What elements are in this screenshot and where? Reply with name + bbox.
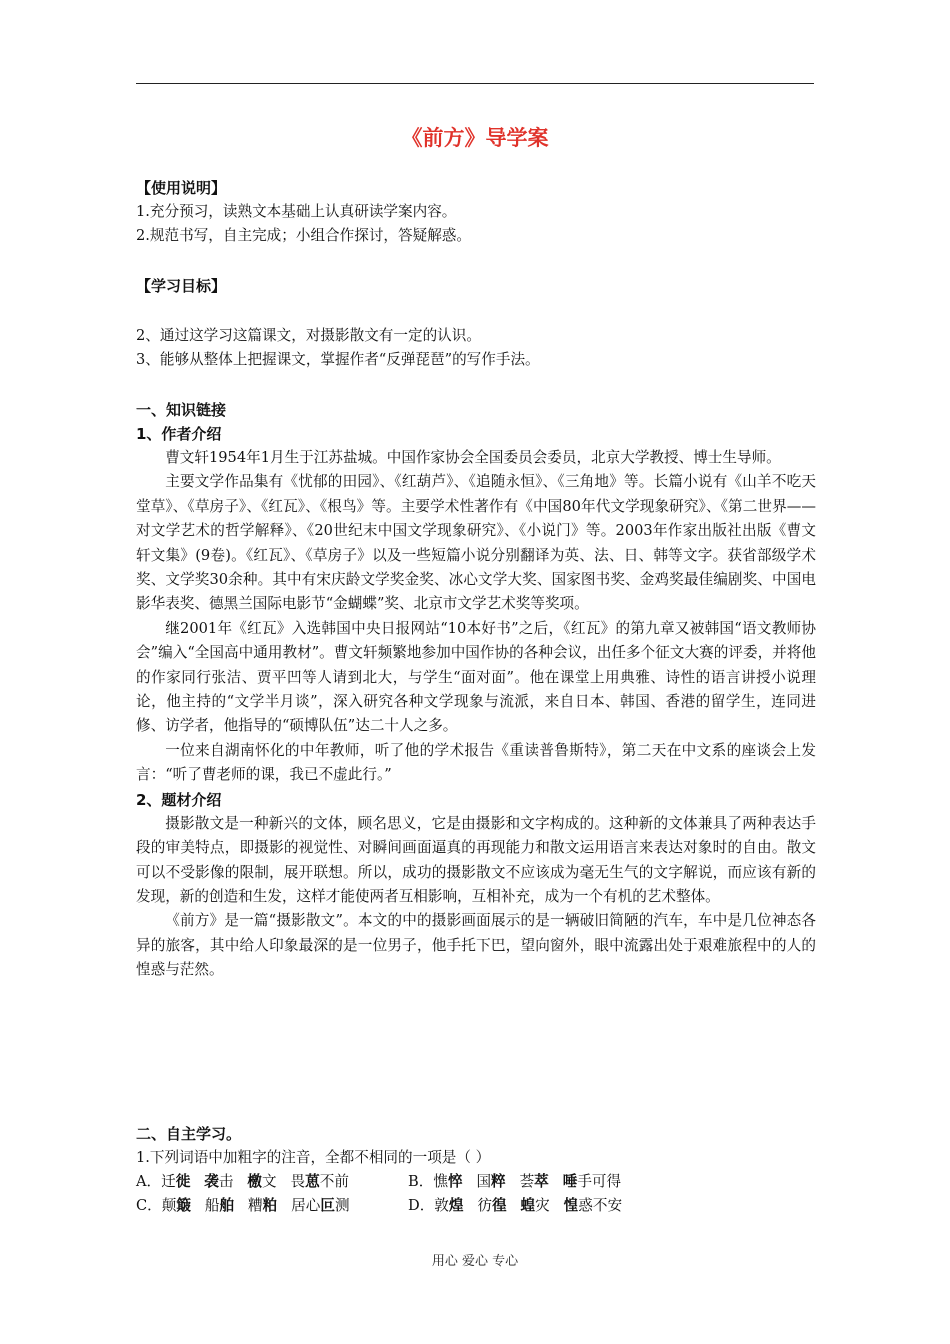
section1-heading: 一、知识链接: [136, 401, 227, 419]
option-text: 文 畏: [262, 1173, 306, 1190]
bold-char: 徙: [175, 1173, 191, 1190]
usage-heading: 【使用说明】: [136, 179, 227, 197]
option-text: 居心: [277, 1197, 321, 1214]
section2-heading: 二、自主学习。: [136, 1125, 242, 1143]
option-text: [190, 1173, 204, 1190]
bold-char: 徨: [492, 1197, 507, 1214]
bold-char: 檄: [247, 1173, 262, 1190]
author-intro-heading: 1、作者介绍: [136, 425, 222, 443]
usage-section: [136, 176, 816, 248]
quiz-options-row: [136, 1170, 816, 1194]
usage-item: 2.规范书写，自主完成；小组合作探讨，答疑解惑。: [136, 227, 471, 244]
option-text: 击: [218, 1173, 248, 1190]
bold-char: 簸: [176, 1197, 191, 1214]
option-b: [408, 1170, 621, 1194]
option-c: [136, 1194, 408, 1218]
bold-char: 唾: [562, 1173, 578, 1190]
bold-char: 葸: [305, 1173, 320, 1190]
option-text: D．敦: [408, 1197, 449, 1214]
bold-char: 蝗: [520, 1197, 536, 1214]
quiz-question: 1.下列词语中加粗字的注音，全都不相同的一项是（ ）: [136, 1149, 491, 1166]
option-text: 国: [462, 1173, 492, 1190]
bold-char: 煌: [448, 1197, 464, 1214]
usage-item: 1.充分预习，读熟文本基础上认真研读学案内容。: [136, 203, 457, 220]
option-text: 手可得: [577, 1173, 622, 1190]
option-text: 糟: [234, 1197, 263, 1214]
option-a: [136, 1170, 408, 1194]
option-text: B．憔: [408, 1173, 448, 1190]
option-text: 船: [190, 1197, 220, 1214]
bold-char: 萃: [534, 1173, 549, 1190]
option-text: [507, 1197, 521, 1214]
bold-char: 叵: [320, 1197, 335, 1214]
option-text: [549, 1173, 563, 1190]
topic-intro-heading: 2、题材介绍: [136, 790, 222, 809]
author-paragraph: 一位来自湖南怀化的中年教师，听了他的学术报告《重读普鲁斯特》，第二天在中文系的座谈会上发言：“听了曹老师的课，我已不虚此行。”: [136, 741, 816, 784]
knowledge-section: [136, 398, 816, 983]
author-paragraph: 曹文轩1954年1月生于江苏盐城。中国作家协会全国委员会委员，北京大学教授、博士生导师。: [165, 449, 781, 466]
option-text: 荟: [505, 1173, 535, 1190]
bold-char: 粹: [491, 1173, 506, 1190]
option-text: 彷: [463, 1197, 493, 1214]
goals-list: [136, 324, 816, 372]
header-rule: [136, 83, 814, 84]
page-title: 《前方》导学案: [401, 126, 549, 150]
bold-char: 悴: [447, 1173, 463, 1190]
goal-item: 2、通过这学习这篇课文，对摄影散文有一定的认识。: [136, 327, 481, 344]
bold-char: 舶: [219, 1197, 235, 1214]
bold-char: 惶: [563, 1197, 579, 1214]
option-d: [408, 1194, 622, 1218]
author-paragraph: 继2001年《红瓦》入选韩国中央日报网站“10本好书”之后，《红瓦》的第九章又被韩国“语文教师协会”编入“全国高中通用教材”。曹文轩频繁地参加中国作协的各种会议，出任多个征文大赛的评委，并将他的作家同行张洁、贾平凹等人请到北大，与学生“面对面”。他在课堂上用典雅、诗性的语言讲授小说理论，他主持的“文学半月谈”，深入研究各种文学现象与流派，来自日本、韩国、香港的留学生，连同进修、访学者，他指导的“硕博队伍”达二十人之多。: [136, 619, 816, 735]
topic-paragraph: 摄影散文是一种新兴的文体，顾名思义，它是由摄影和文字构成的。这种新的文体兼具了两种表达手段的审美特点，即摄影的视觉性、对瞬间画面逼真的再现能力和散文运用语言来表达对象时的自由。散文可以不受影像的限制，展开联想。所以，成功的摄影散文不应该成为毫无生气的文字解说，而应该有新的发现，新的创造和生发，这样才能使两者互相影响，互相补充，成为一个有机的艺术整体。: [136, 814, 816, 905]
topic-paragraph: 《前方》是一篇“摄影散文”。本文的中的摄影画面展示的是一辆破旧简陋的汽车，车中是几位神态各异的旅客，其中给人印象最深的是一位男子，他手托下巴，望向窗外，眼中流露出处于艰难旅程中的人的惶惑与茫然。: [136, 912, 816, 979]
option-text: C．颠: [136, 1197, 177, 1214]
option-text: 灾: [535, 1197, 564, 1214]
page-footer: 用心 爱心 专心: [431, 1254, 519, 1269]
option-text: 测: [334, 1197, 350, 1214]
goals-heading: 【学习目标】: [136, 277, 227, 295]
goals-section: [136, 274, 816, 298]
option-text: 不前: [319, 1173, 349, 1190]
goal-item: 3、能够从整体上把握课文，掌握作者“反弹琵琶”的写作手法。: [136, 351, 540, 368]
option-text: 惑不安: [578, 1197, 623, 1214]
author-paragraph: 主要文学作品集有《忧郁的田园》、《红葫芦》、《追随永恒》、《三角地》等。长篇小说有《山羊不吃天堂草》、《草房子》、《红瓦》、《根鸟》等。主要学术性著作有《中国80年代文学现象研究》、《第二世界——对文学艺术的哲学解释》、《20世纪末中国文学现象研究》、《小说门》等。2003年作家出版社出版《曹文轩文集》(9卷)。《红瓦》、《草房子》以及一些短篇小说分别翻译为英、法、日、韩等文字。获省部级学术奖、文学奖30余种。其中有宋庆龄文学奖金奖、冰心文学大奖、国家图书奖、金鸡奖最佳编剧奖、中国电影华表奖、德黑兰国际电影节“金蝴蝶”奖、北京市文学艺术奖等奖项。: [136, 473, 816, 613]
bold-char: 粕: [262, 1197, 278, 1214]
quiz-options-row: [136, 1194, 816, 1218]
option-text: A．迁: [136, 1173, 176, 1190]
self-study-section: [136, 1122, 816, 1218]
bold-char: 袭: [204, 1173, 219, 1190]
